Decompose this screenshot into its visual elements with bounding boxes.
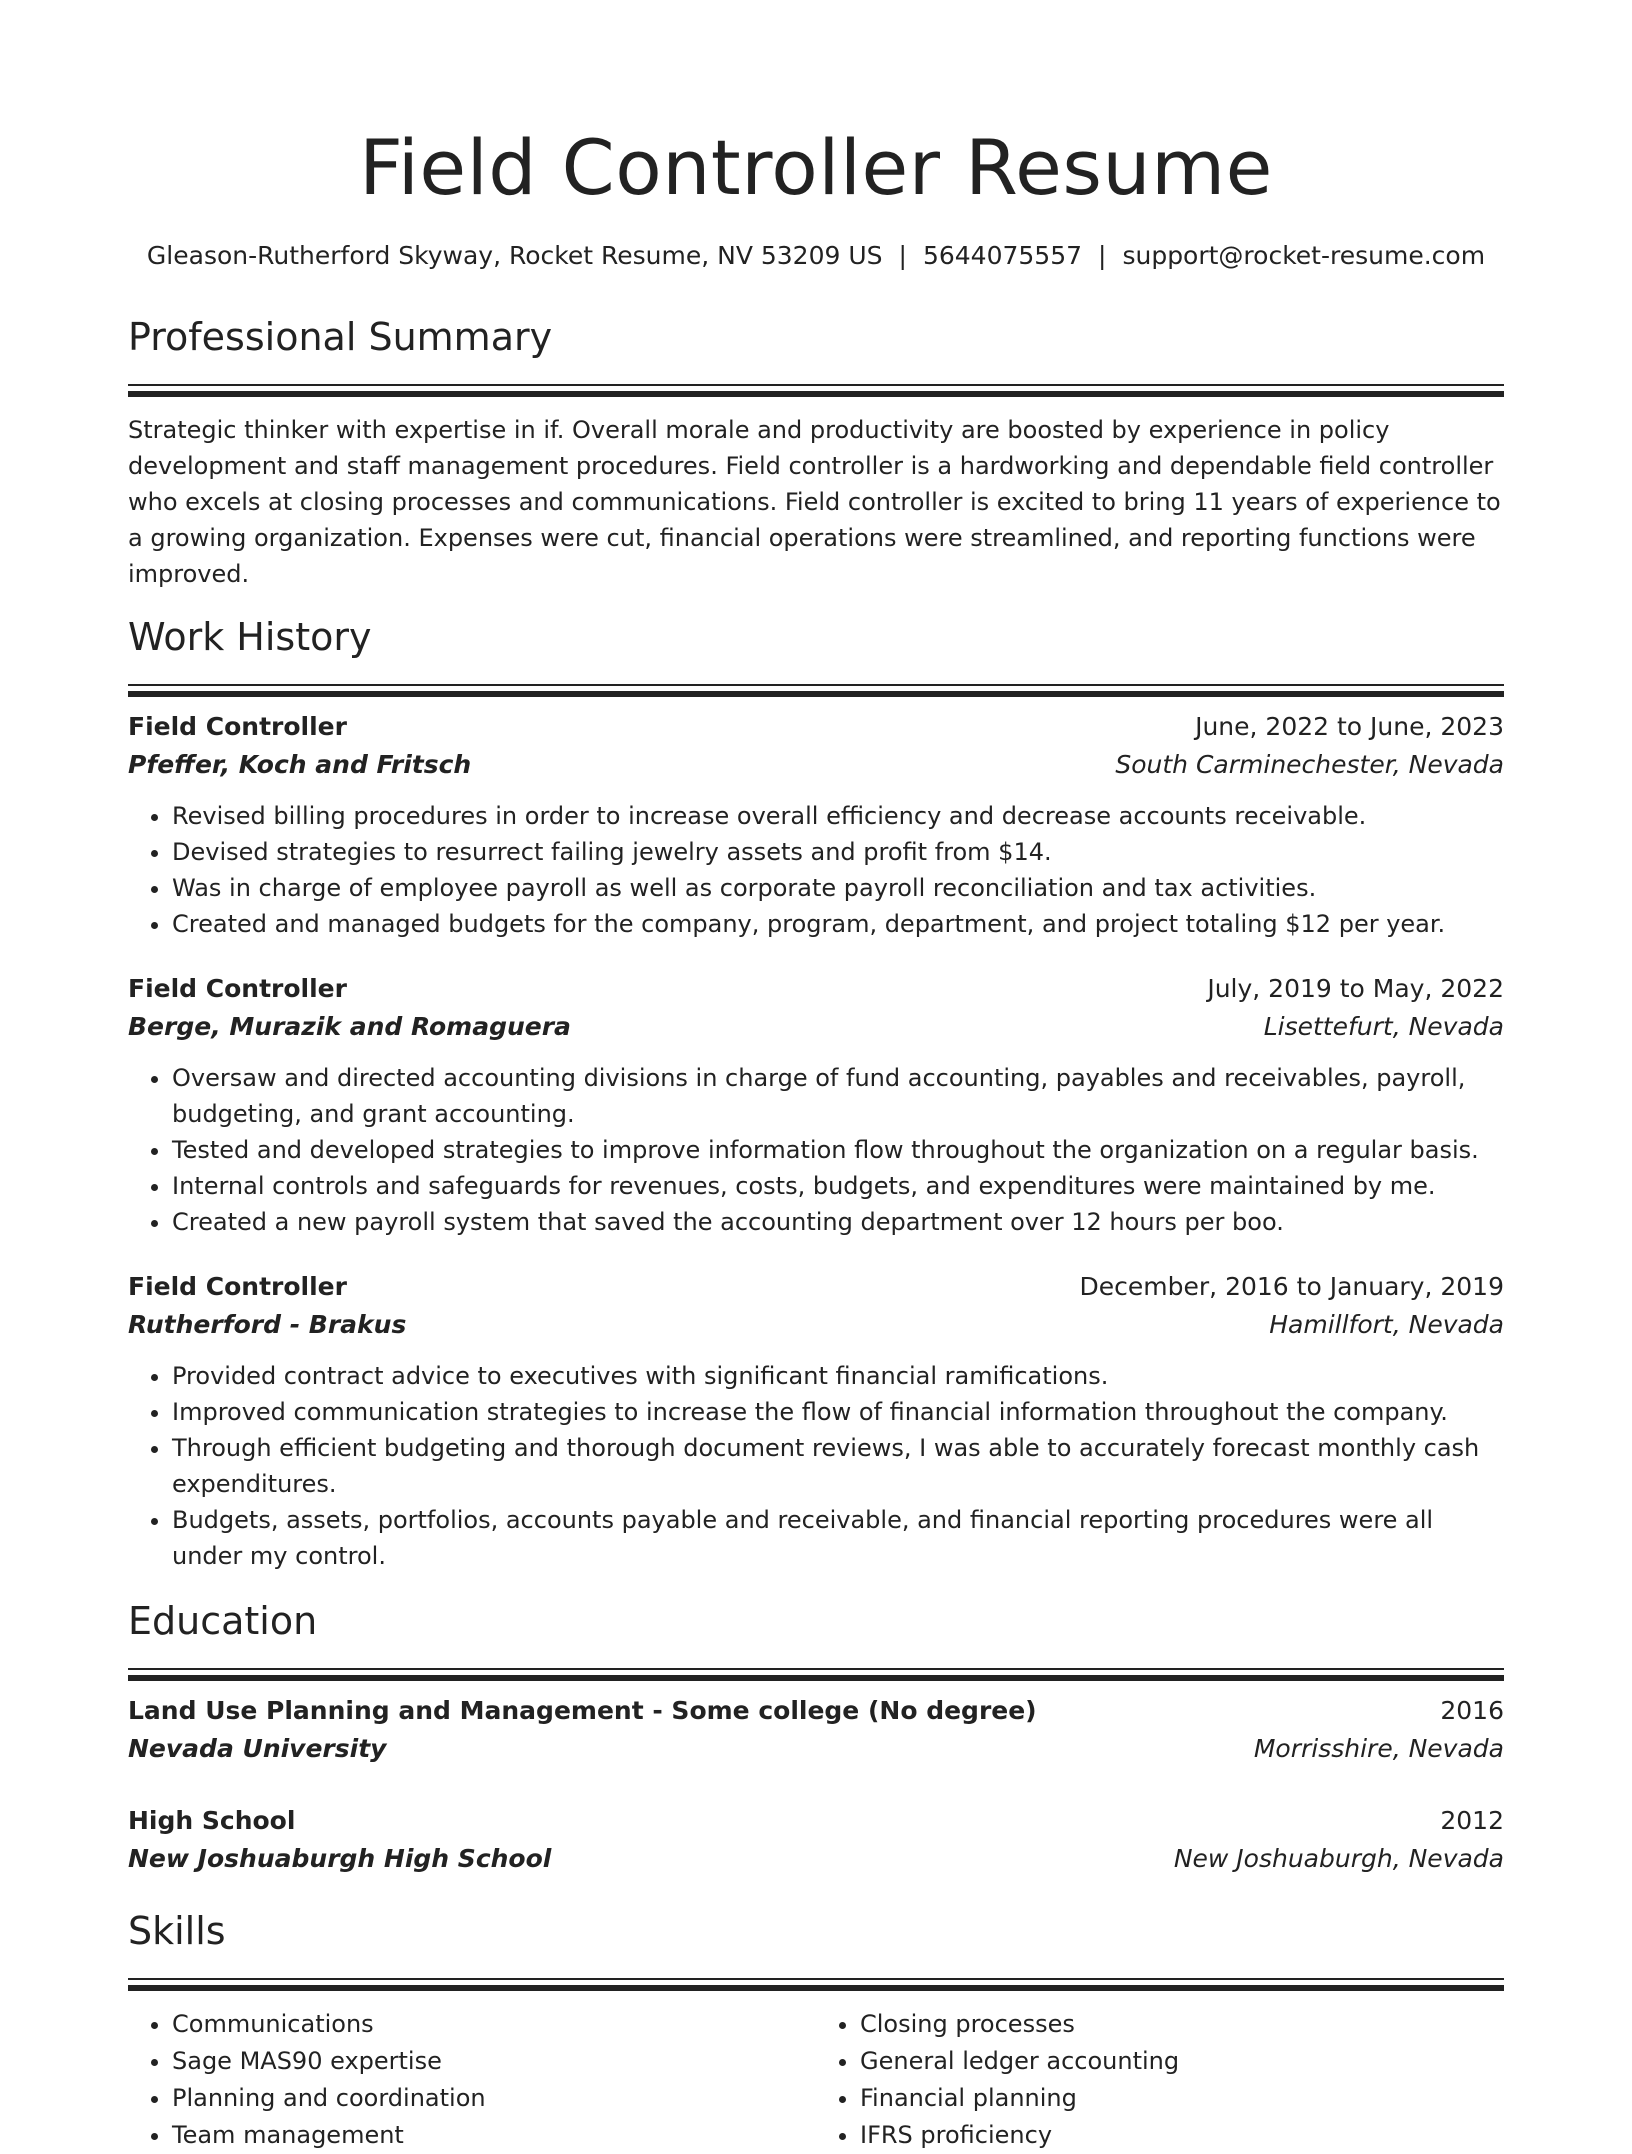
section-heading-education: Education: [128, 1599, 318, 1643]
section-divider: [128, 1978, 1504, 1992]
contact-email[interactable]: support@rocket-resume.com: [1122, 241, 1486, 270]
education-degree: High School: [128, 1806, 296, 1835]
education-degree-row: [128, 1692, 1504, 1730]
list-item: • Internal controls and safeguards for revenues, costs, budgets, and expenditures were maintained by me.: [172, 1168, 1504, 1204]
skill-item: • Closing processes: [860, 2006, 1504, 2043]
job-entry: [128, 970, 1504, 1240]
skills-list-right: [816, 2006, 1504, 2154]
job-title: Field Controller: [128, 974, 347, 1003]
section-heading-work: Work History: [128, 615, 372, 659]
job-title: Field Controller: [128, 712, 347, 741]
list-item: • Created and managed budgets for the company, program, department, and project totaling $12 per year.: [172, 906, 1504, 942]
skill-item: • Sage MAS90 expertise: [172, 2043, 816, 2080]
resume-title: Field Controller Resume: [359, 123, 1273, 212]
job-location: South Carminechester, Nevada: [1115, 750, 1504, 779]
job-company-row: [128, 1306, 1504, 1344]
education-degree: Land Use Planning and Management - Some college (No degree): [128, 1696, 1037, 1725]
job-dates: July, 2019 to May, 2022: [1207, 974, 1504, 1003]
education-degree-row: [128, 1802, 1504, 1840]
summary-section: [128, 312, 1504, 592]
job-dates: December, 2016 to January, 2019: [1079, 1272, 1504, 1301]
job-location: Lisettefurt, Nevada: [1263, 1012, 1504, 1041]
skill-item: • Financial planning: [860, 2080, 1504, 2117]
contact-phone: 5644075557: [922, 241, 1083, 270]
education-location: New Joshuaburgh, Nevada: [1173, 1844, 1504, 1873]
list-item: • Oversaw and directed accounting divisions in charge of fund accounting, payables and receivables, payroll, budgeting, and grant accounting.: [172, 1060, 1504, 1132]
job-company: Rutherford - Brakus: [128, 1310, 407, 1339]
list-item: • Revised billing procedures in order to increase overall efficiency and decrease accounts receivable.: [172, 798, 1504, 834]
list-item: • Provided contract advice to executives with significant financial ramifications.: [172, 1358, 1504, 1394]
education-school-row: [128, 1840, 1504, 1878]
work-history-section: [128, 612, 1504, 1574]
list-item: • Tested and developed strategies to improve information flow throughout the organization on a regular basis.: [172, 1132, 1504, 1168]
list-item: • Created a new payroll system that saved the accounting department over 12 hours per boo.: [172, 1204, 1504, 1240]
summary-text: Strategic thinker with expertise in if. Overall morale and productivity are boosted by experience in policy development and staff management procedures. Field controller is a hardworking and dependable field controller who excels at closing processes and communications. Field controller is excited to bring 11 years of experience to a growing organization. Expenses were cut, financial operations were streamlined, and reporting functions were improved.: [128, 416, 1501, 588]
education-year: 2012: [1440, 1806, 1504, 1835]
job-company: Pfeffer, Koch and Fritsch: [128, 750, 472, 779]
list-item: • Through efficient budgeting and thorough document reviews, I was able to accurately forecast monthly cash expenditures.: [172, 1430, 1504, 1502]
contact-address: Gleason-Rutherford Skyway, Rocket Resume, NV 53209 US: [146, 241, 883, 270]
education-location: Morrisshire, Nevada: [1253, 1734, 1504, 1763]
skills-section: [128, 1906, 1504, 2154]
job-company-row: [128, 746, 1504, 784]
skill-item: • IFRS proficiency: [860, 2117, 1504, 2154]
job-title-row: [128, 970, 1504, 1008]
job-title: Field Controller: [128, 1272, 347, 1301]
skill-item: • Team management: [172, 2117, 816, 2154]
job-company: Berge, Murazik and Romaguera: [128, 1012, 571, 1041]
skills-columns: [128, 2006, 1504, 2154]
list-item: • Budgets, assets, portfolios, accounts payable and receivable, and financial reporting procedures were all under my control.: [172, 1502, 1504, 1574]
section-heading-skills: Skills: [128, 1909, 226, 1953]
education-school: Nevada University: [128, 1734, 387, 1763]
skill-item: • Communications: [172, 2006, 816, 2043]
skill-item: • Planning and coordination: [172, 2080, 816, 2117]
job-bullets: [128, 798, 1504, 942]
job-dates: June, 2022 to June, 2023: [1195, 712, 1504, 741]
job-bullets: [128, 1358, 1504, 1574]
education-school: New Joshuaburgh High School: [128, 1844, 552, 1873]
skill-item: • General ledger accounting: [860, 2043, 1504, 2080]
job-entry: [128, 708, 1504, 942]
resume-content: [128, 0, 1504, 2154]
job-company-row: [128, 1008, 1504, 1046]
education-school-row: [128, 1730, 1504, 1768]
skills-list-left: [128, 2006, 816, 2154]
job-location: Hamillfort, Nevada: [1269, 1310, 1504, 1339]
job-entry: [128, 1268, 1504, 1574]
list-item: • Was in charge of employee payroll as well as corporate payroll reconciliation and tax activities.: [172, 870, 1504, 906]
education-entry: [128, 1802, 1504, 1878]
contact-line: [128, 238, 1504, 274]
section-divider: [128, 1668, 1504, 1682]
contact-separator: |: [898, 241, 907, 270]
job-title-row: [128, 708, 1504, 746]
section-divider: [128, 684, 1504, 698]
list-item: • Improved communication strategies to increase the flow of financial information throughout the company.: [172, 1394, 1504, 1430]
contact-separator: |: [1098, 241, 1107, 270]
section-divider: [128, 384, 1504, 398]
education-entry: [128, 1692, 1504, 1768]
job-title-row: [128, 1268, 1504, 1306]
list-item: • Devised strategies to resurrect failing jewelry assets and profit from $14.: [172, 834, 1504, 870]
education-section: [128, 1596, 1504, 1878]
section-heading-summary: Professional Summary: [128, 315, 553, 359]
education-year: 2016: [1440, 1696, 1504, 1725]
job-bullets: [128, 1060, 1504, 1240]
